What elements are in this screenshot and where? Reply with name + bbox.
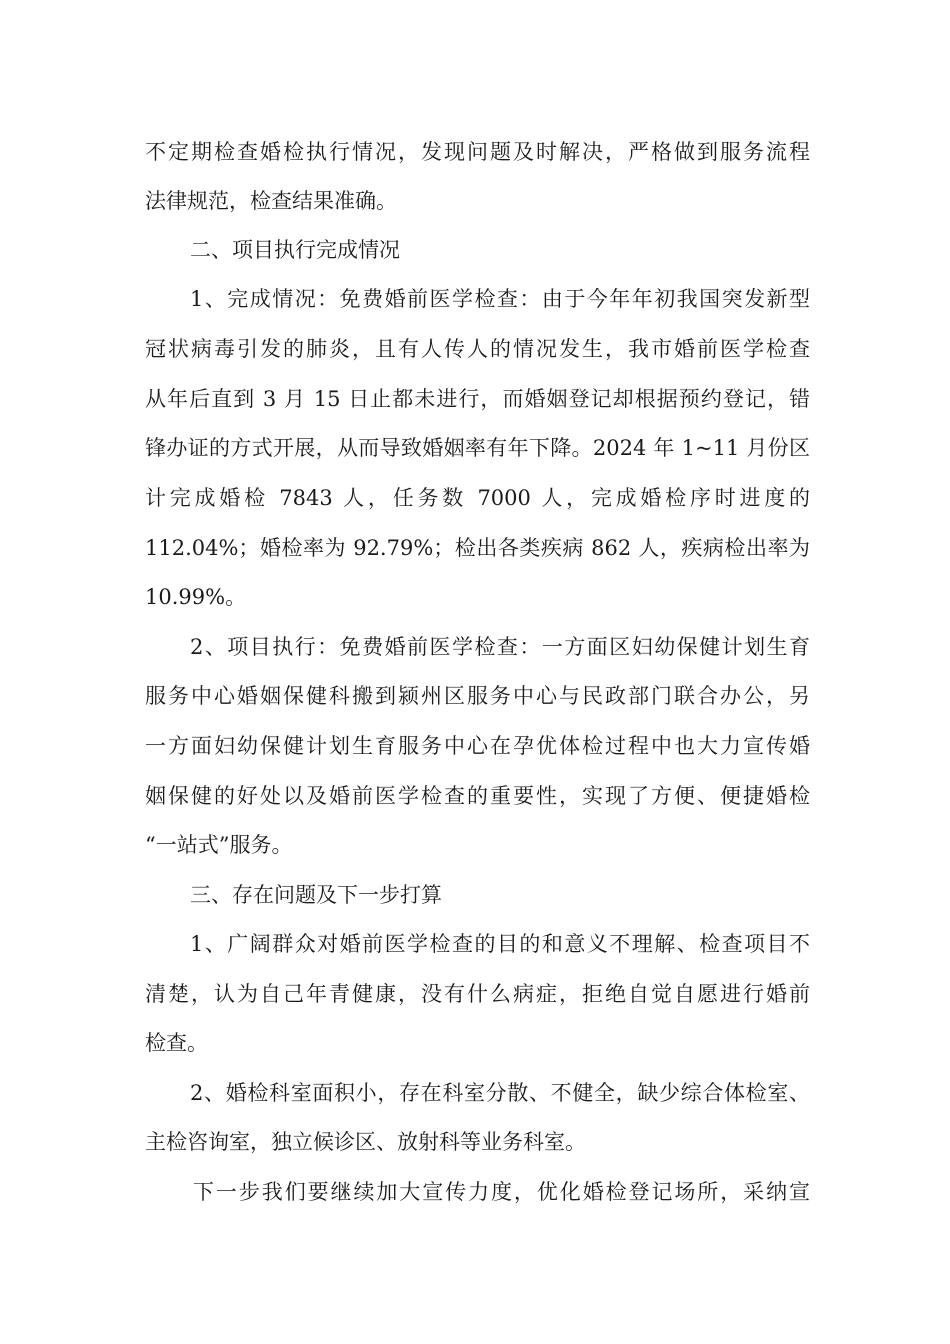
text-line: 下一步我们要继续加大宣传力度，优化婚检登记场所，采纳宣 [193, 1180, 810, 1204]
text-line: 服务中心婚姻保健科搬到颍州区服务中心与民政部门联合办公，另 [145, 684, 810, 708]
text-line: 1、完成情况：免费婚前医学检查：由于今年年初我国突发新型 [190, 287, 810, 311]
text-line: 从年后直到 3 月 15 日止都未进行，而婚姻登记却根据预约登记，错 [145, 387, 810, 411]
text-line: 一方面妇幼保健计划生育服务中心在孕优体检过程中也大力宣传婚 [145, 734, 810, 758]
text-line: 1、广阔群众对婚前医学检查的目的和意义不理解、检查项目不 [190, 932, 810, 956]
section-heading: 三、存在问题及下一步打算 [190, 883, 442, 907]
text-line: 法律规范，检查结果准确。 [145, 189, 397, 213]
text-line: 检查。 [145, 1031, 208, 1055]
section-heading: 二、项目执行完成情况 [190, 238, 400, 262]
text-line: “一站式”服务。 [145, 833, 293, 857]
text-line: 2、项目执行：免费婚前医学检查：一方面区妇幼保健计划生育 [190, 635, 810, 659]
text-line: 计完成婚检 7843 人，任务数 7000 人，完成婚检序时进度的 [145, 486, 810, 510]
text-line: 姻保健的好处以及婚前医学检查的重要性，实现了方便、便捷婚检 [145, 784, 810, 808]
text-line: 冠状病毒引发的肺炎，且有人传人的情况发生，我市婚前医学检查 [145, 337, 810, 361]
text-line: 112.04%；婚检率为 92.79%；检出各类疾病 862 人，疾病检出率为 [145, 536, 810, 560]
text-line: 清楚，认为自己年青健康，没有什么病症，拒绝自觉自愿进行婚前 [145, 982, 810, 1006]
text-line: 锋办证的方式开展，从而导致婚姻率有年下降。2024 年 1~11 月份区 [145, 436, 810, 460]
text-line: 主检咨询室，独立候诊区、放射科等业务科室。 [145, 1130, 586, 1154]
text-line: 不定期检查婚检执行情况，发现问题及时解决，严格做到服务流程 [145, 140, 810, 164]
text-line: 2、婚检科室面积小，存在科室分散、不健全，缺少综合体检室、 [190, 1081, 810, 1105]
text-line: 10.99%。 [145, 585, 247, 609]
